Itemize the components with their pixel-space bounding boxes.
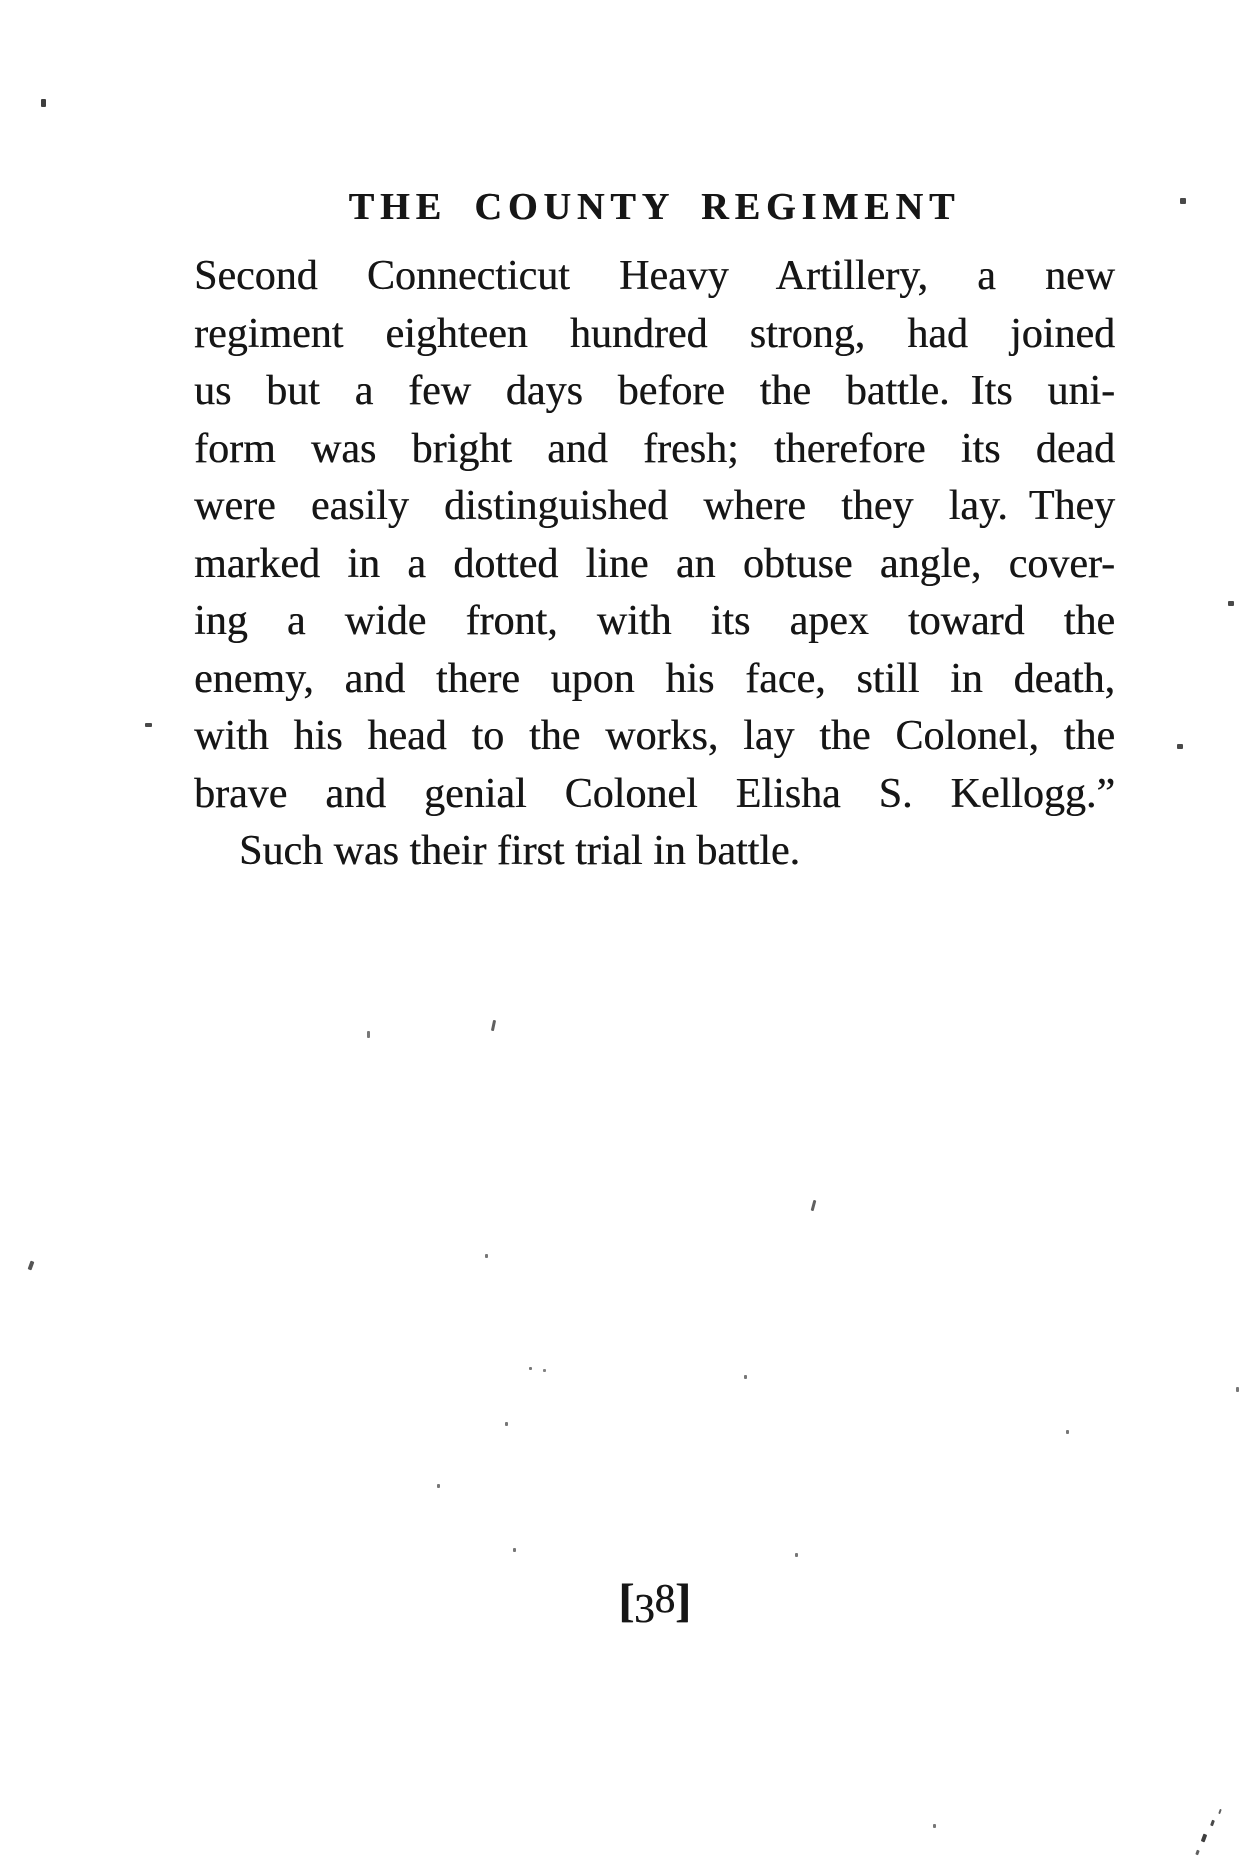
text-line: enemy, and there upon his face, still in death, (194, 655, 1115, 702)
running-head: THE COUNTY REGIMENT (348, 186, 961, 228)
scan-speck (485, 1254, 488, 1258)
scan-speck (529, 1367, 532, 1370)
folio-digit-ones: 8 (654, 1575, 675, 1621)
scan-speck (41, 99, 46, 107)
scan-speck (1201, 1834, 1207, 1843)
text-line: Second Connecticut Heavy Artillery, a new (194, 253, 1115, 299)
scan-speck (1210, 1820, 1215, 1827)
text-line: with his head to the works, lay the Colonel, the (194, 713, 1115, 759)
scan-speck (505, 1422, 508, 1426)
scan-speck (1218, 1809, 1222, 1814)
scan-speck (1228, 601, 1234, 606)
body-text-block (194, 248, 1115, 881)
text-line: form was bright and fresh; therefore its dead (194, 425, 1115, 472)
scan-speck (1236, 1387, 1239, 1392)
scan-speck (811, 1200, 817, 1211)
scan-speck (491, 1020, 496, 1031)
folio-close-bracket: ] (675, 1575, 691, 1627)
scan-speck (1180, 198, 1186, 204)
scan-speck (367, 1031, 370, 1038)
scan-speck (28, 1261, 35, 1271)
text-line: brave and genial Colonel Elisha S. Kellogg.” (194, 770, 1115, 817)
text-line: regiment eighteen hundred strong, had joined (194, 310, 1115, 357)
scan-speck (795, 1553, 798, 1557)
folio-open-bracket: [ (618, 1575, 634, 1627)
scan-speck (145, 723, 152, 727)
text-line: ing a wide front, with its apex toward the (194, 598, 1115, 644)
scan-speck (513, 1548, 516, 1552)
scan-speck (744, 1375, 747, 1379)
scan-speck (437, 1484, 440, 1488)
text-line: us but a few days before the battle. Its uni- (194, 368, 1115, 414)
text-line: marked in a dotted line an obtuse angle, cover- (194, 540, 1115, 587)
scan-speck (1195, 1850, 1200, 1856)
closing-line: Such was their first trial in battle. (239, 828, 801, 874)
scan-speck (1066, 1430, 1069, 1434)
scan-speck (933, 1824, 936, 1828)
scan-speck (543, 1369, 546, 1372)
text-line: were easily distinguished where they lay. They (194, 483, 1115, 529)
page-number (194, 1574, 1115, 1631)
folio-digit-tens: 3 (634, 1585, 655, 1631)
scan-speck (1177, 744, 1183, 749)
